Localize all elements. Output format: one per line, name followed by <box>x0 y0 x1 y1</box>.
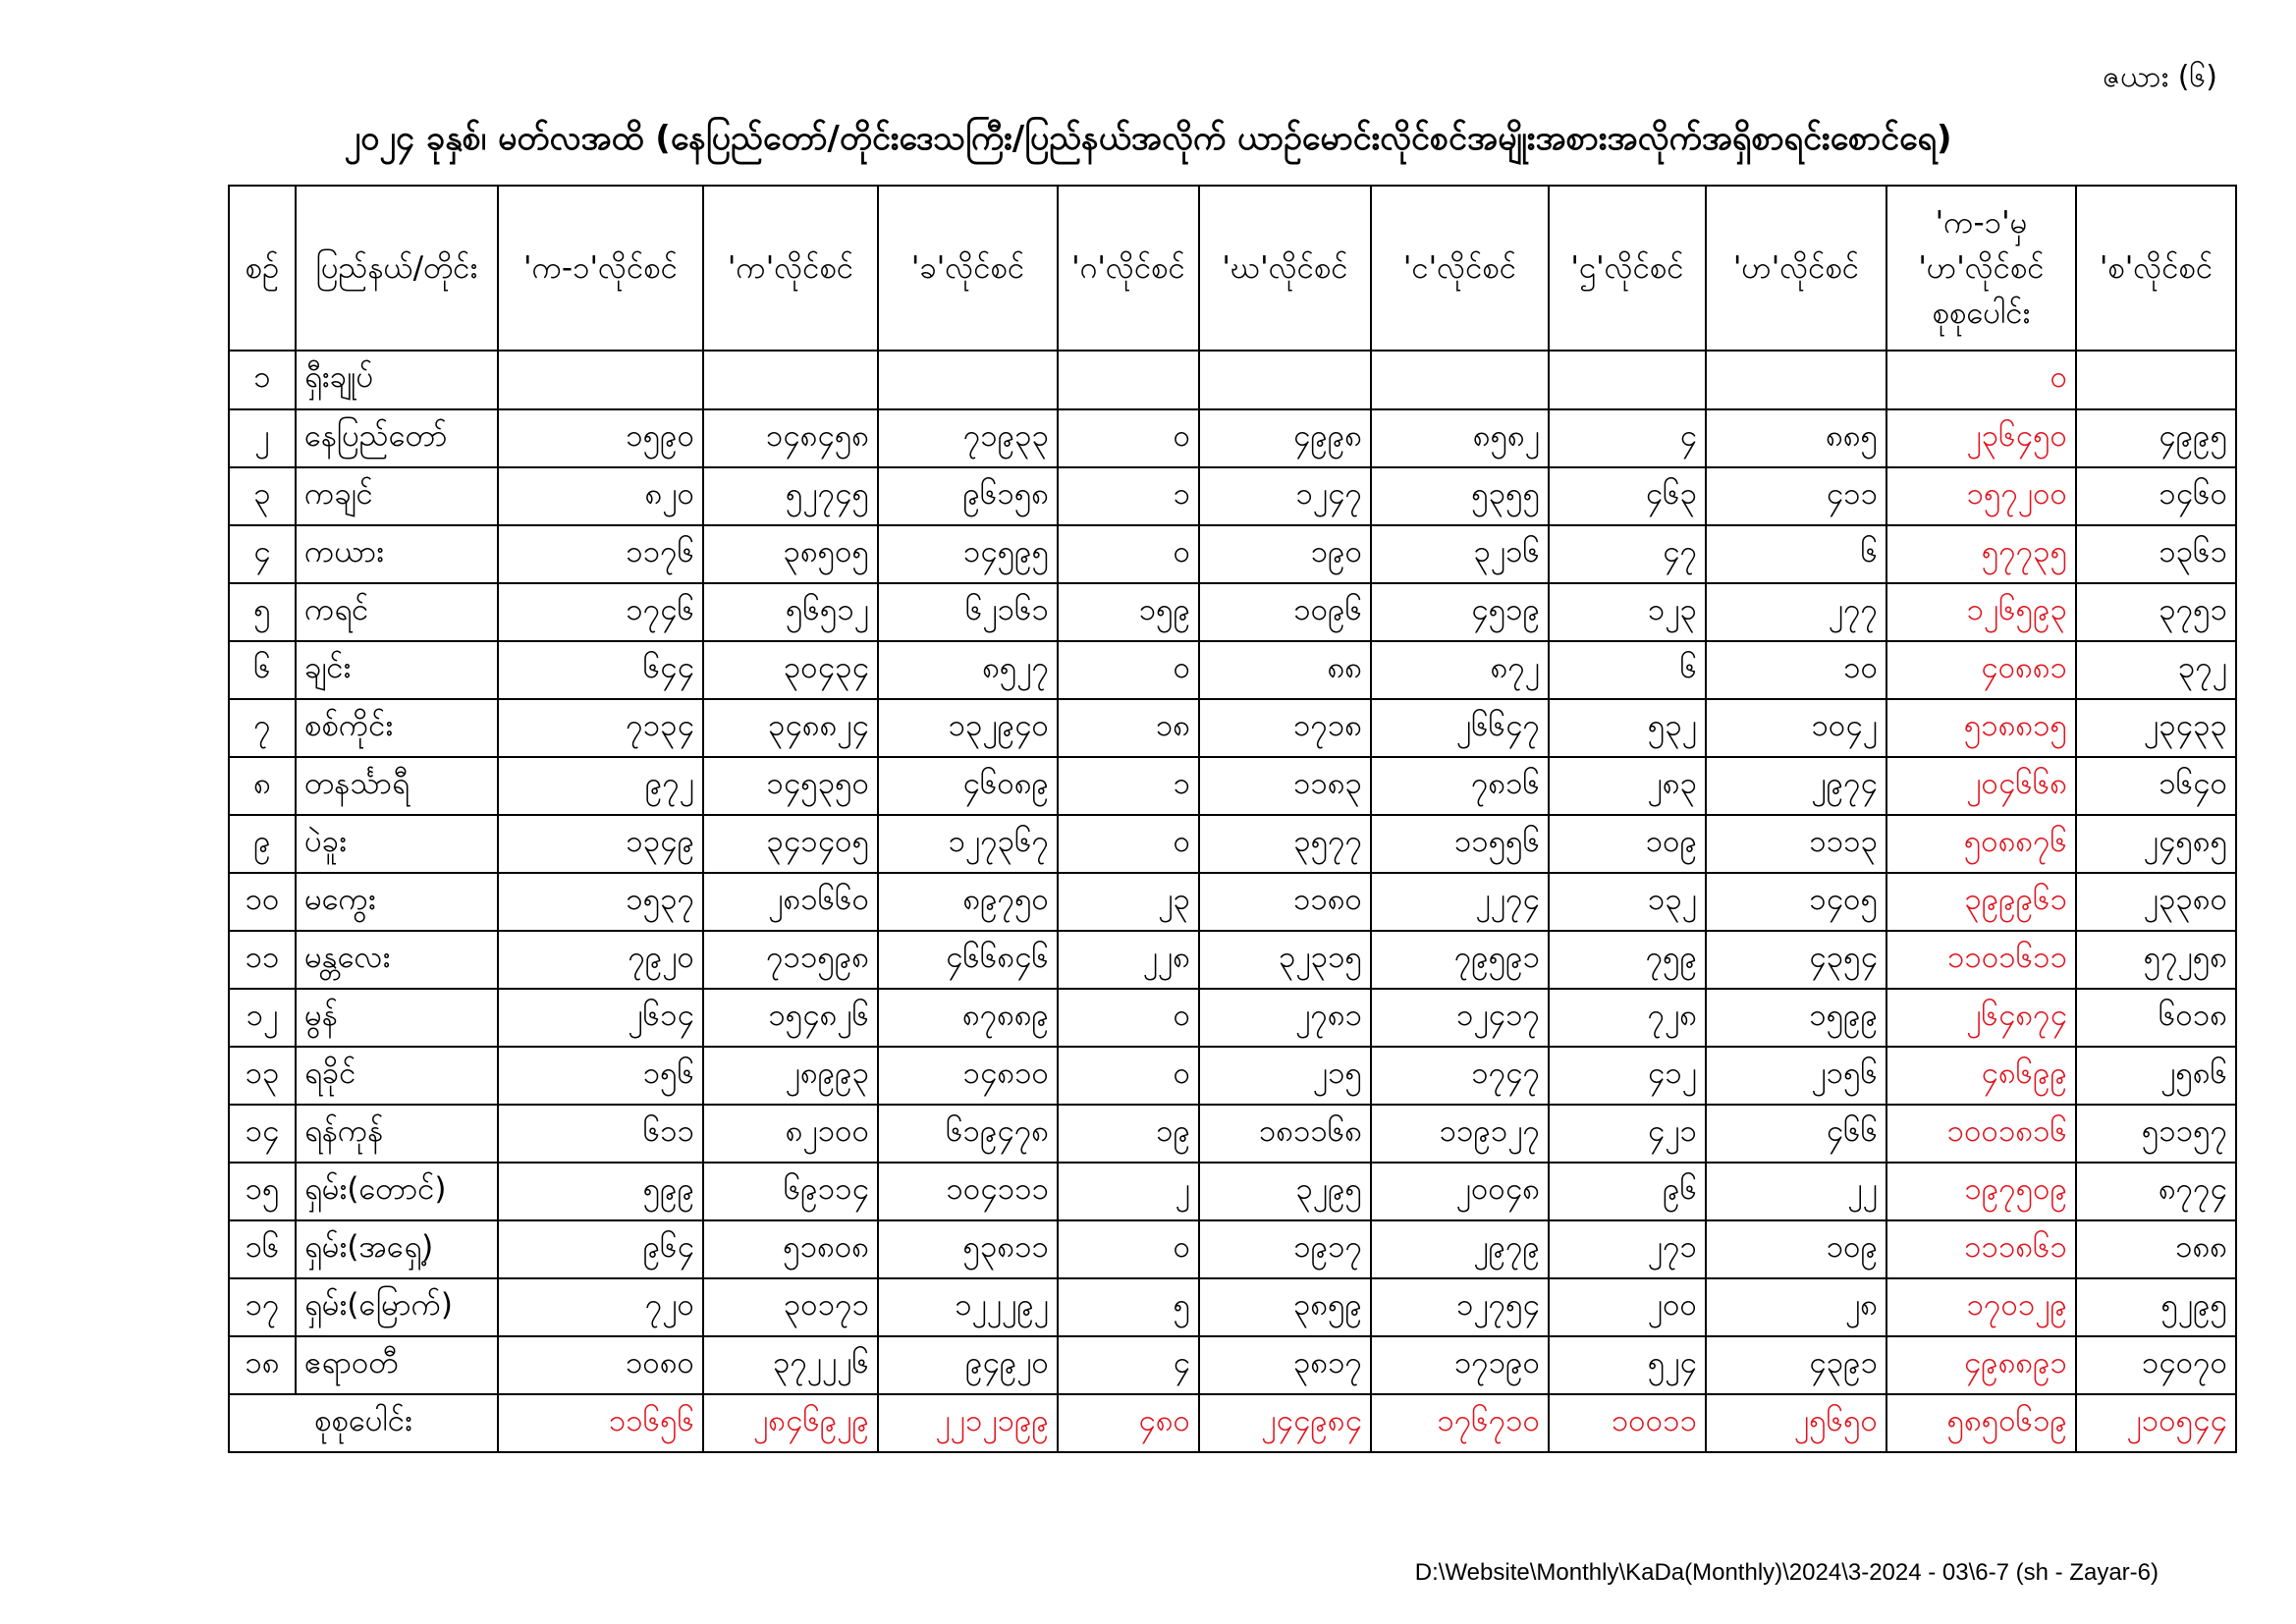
table-cell: ၁၂၄၁၇ <box>1371 989 1549 1047</box>
table-cell: ၂၅၈၆ <box>2076 1047 2236 1105</box>
row-total-cell: ၅၀၈၈၇၆ <box>1886 815 2076 873</box>
table-cell: ၂၃ <box>1058 873 1199 931</box>
table-cell: ၀ <box>1058 989 1199 1047</box>
table-row <box>229 409 2236 467</box>
table-cell: ၉၄၉၂၀ <box>878 1336 1058 1394</box>
table-cell: ၂၆၆၄၇ <box>1371 699 1549 757</box>
column-header-region: ပြည်နယ်/တိုင်း <box>296 186 498 351</box>
table-cell: ၀ <box>1058 1220 1199 1278</box>
total-cell: ၄၈၀ <box>1058 1394 1199 1452</box>
table-cell <box>1058 351 1199 409</box>
table-cell: ၃၀၄၃၄ <box>703 641 878 699</box>
total-cell: ၂၅၆၅၀ <box>1706 1394 1886 1452</box>
table-cell: ၁၄၀၇၀ <box>2076 1336 2236 1394</box>
table-cell: ၃၈၁၇ <box>1199 1336 1371 1394</box>
table-row <box>229 1336 2236 1394</box>
table-cell: ၇၂၈ <box>1549 989 1706 1047</box>
row-number: ၅ <box>229 583 296 641</box>
region-name: ရှမ်း(မြောက်) <box>296 1278 498 1336</box>
row-number: ၁၇ <box>229 1278 296 1336</box>
table-cell: ၂၃၃၈၀ <box>2076 873 2236 931</box>
total-row <box>229 1394 2236 1452</box>
total-cell: ၅၈၅၀၆၁၉ <box>1886 1394 2076 1452</box>
row-number: ၁၈ <box>229 1336 296 1394</box>
table-cell: ၈၉၇၅၀ <box>878 873 1058 931</box>
table-cell: ၄၆၆၈၄၆ <box>878 931 1058 989</box>
table-cell: ၆၀၁၈ <box>2076 989 2236 1047</box>
table-cell: ၅ <box>1058 1278 1199 1336</box>
table-row <box>229 525 2236 583</box>
table-cell: ၈၂၀ <box>498 467 703 525</box>
row-total-cell: ၀ <box>1886 351 2076 409</box>
table-cell: ၅၃၂ <box>1549 699 1706 757</box>
total-cell: ၁၁၆၅၆ <box>498 1394 703 1452</box>
row-total-cell: ၁၉၇၅၀၉ <box>1886 1163 2076 1220</box>
table-row <box>229 583 2236 641</box>
row-number: ၁၁ <box>229 931 296 989</box>
table-cell: ၅၃၈၁၁ <box>878 1220 1058 1278</box>
table-cell: ၃၄၁၄၀၅ <box>703 815 878 873</box>
table-cell: ၁၇၄၆ <box>498 583 703 641</box>
table-cell: ၁၀၄၁၁၁ <box>878 1163 1058 1220</box>
table-cell: ၂ <box>1058 1163 1199 1220</box>
table-cell: ၁၇၁၈ <box>1199 699 1371 757</box>
table-cell: ၃၀၁၇၁ <box>703 1278 878 1336</box>
column-header-gha: 'ဃ'လိုင်စင် <box>1199 186 1371 351</box>
row-total-cell: ၁၅၇၂၀၀ <box>1886 467 2076 525</box>
table-cell: ၉၇၂ <box>498 757 703 815</box>
row-total-cell: ၁၁၁၈၆၁ <box>1886 1220 2076 1278</box>
table-cell: ၁၉၁၇ <box>1199 1220 1371 1278</box>
table-cell: ၁၈၈ <box>2076 1220 2236 1278</box>
table-cell: ၀ <box>1058 525 1199 583</box>
table-cell: ၁၅၆ <box>498 1047 703 1105</box>
table-cell: ၆ <box>1549 641 1706 699</box>
table-row <box>229 699 2236 757</box>
table-cell: ၃၂၁၆ <box>1371 525 1549 583</box>
table-cell: ၇၁၉၃၃ <box>878 409 1058 467</box>
table-cell: ၁၅၉ <box>1058 583 1199 641</box>
table-row <box>229 815 2236 873</box>
license-table <box>228 185 2237 1453</box>
row-total-cell: ၁၀၀၁၈၁၆ <box>1886 1105 2076 1163</box>
region-name: ရှမ်း(တောင်) <box>296 1163 498 1220</box>
table-row <box>229 467 2236 525</box>
column-header-total: 'က-၁'မှ 'ဟ'လိုင်စင် စုစုပေါင်း <box>1886 186 2076 351</box>
total-cell: ၁၇၆၇၁၀ <box>1371 1394 1549 1452</box>
row-number: ၁၅ <box>229 1163 296 1220</box>
table-cell: ၂၈၁၆၆၀ <box>703 873 878 931</box>
table-cell: ၀ <box>1058 815 1199 873</box>
row-total-cell: ၁၁၀၁၆၁၁ <box>1886 931 2076 989</box>
table-cell: ၁၄၅၃၅၀ <box>703 757 878 815</box>
row-number: ၂ <box>229 409 296 467</box>
table-cell: ၂၀၀ <box>1549 1278 1706 1336</box>
region-name: ရခိုင် <box>296 1047 498 1105</box>
table-cell: ၅၁၁၅၇ <box>2076 1105 2236 1163</box>
table-cell: ၄၁၁ <box>1706 467 1886 525</box>
row-total-cell: ၂၃၆၄၅၀ <box>1886 409 2076 467</box>
region-name: မွန် <box>296 989 498 1047</box>
table-cell: ၁၂၇၃၆၇ <box>878 815 1058 873</box>
row-number: ၉ <box>229 815 296 873</box>
row-number: ၁ <box>229 351 296 409</box>
column-header-dda: 'ဌ'လိုင်စင် <box>1549 186 1706 351</box>
total-cell: ၂၁၀၅၄၄ <box>2076 1394 2236 1452</box>
table-cell: ၂၁၅ <box>1199 1047 1371 1105</box>
table-cell: ၈၂၁၀၀ <box>703 1105 878 1163</box>
table-cell: ၆၂၁၆၁ <box>878 583 1058 641</box>
table-cell: ၁၅၃၇ <box>498 873 703 931</box>
table-cell: ၆၉၁၁၄ <box>703 1163 878 1220</box>
table-cell: ၁၀၉ <box>1706 1220 1886 1278</box>
table-cell: ၇၉၂၀ <box>498 931 703 989</box>
table-cell: ၁၄၀၅ <box>1706 873 1886 931</box>
row-total-cell: ၂၆၄၈၇၄ <box>1886 989 2076 1047</box>
region-name: စစ်ကိုင်း <box>296 699 498 757</box>
page-title: ၂၀၂၄ ခုနှစ်၊ မတ်လအထိ (နေပြည်တော်/တိုင်းဒေသကြီး/ပြည်နယ်အလိုက် ယာဉ်မောင်းလိုင်စင်အမျိုးအစားအလိုက်အရှိစာရင်းစောင်ရေ) <box>344 119 1952 158</box>
column-header-nga: 'င'လိုင်စင် <box>1371 186 1549 351</box>
table-row <box>229 351 2236 409</box>
region-name: မန္တလေး <box>296 931 498 989</box>
table-cell: ၄၅၁၉ <box>1371 583 1549 641</box>
table-cell: ၈၈၅ <box>1706 409 1886 467</box>
table-cell: ၄၁၂ <box>1549 1047 1706 1105</box>
table-cell: ၁၂၇၅၄ <box>1371 1278 1549 1336</box>
row-number: ၇ <box>229 699 296 757</box>
table-cell: ၈၈ <box>1199 641 1371 699</box>
table-cell: ၆၁၁ <box>498 1105 703 1163</box>
table-cell: ၉၆ <box>1549 1163 1706 1220</box>
table-cell: ၅၉၉ <box>498 1163 703 1220</box>
region-name: ရန်ကုန် <box>296 1105 498 1163</box>
table-cell: ၁၈ <box>1058 699 1199 757</box>
row-number: ၃ <box>229 467 296 525</box>
table-row <box>229 1047 2236 1105</box>
table-cell: ၇၂၀ <box>498 1278 703 1336</box>
table-cell: ၁၃၂ <box>1549 873 1706 931</box>
table-cell: ၄၉၉၈ <box>1199 409 1371 467</box>
table-cell: ၂၃၄၃၃ <box>2076 699 2236 757</box>
table-cell: ၃၈၅၉ <box>1199 1278 1371 1336</box>
region-name: နေပြည်တော် <box>296 409 498 467</box>
region-name: ပဲခူး <box>296 815 498 873</box>
table-cell: ၁၁၇၆ <box>498 525 703 583</box>
table-cell: ၇၅၉ <box>1549 931 1706 989</box>
table-cell: ၁၁၉၁၂၇ <box>1371 1105 1549 1163</box>
table-cell: ၃၇၅၁ <box>2076 583 2236 641</box>
region-name: ကယား <box>296 525 498 583</box>
total-cell: ၂၈၄၆၉၂၉ <box>703 1394 878 1452</box>
table-cell: ၁၇၄၇ <box>1371 1047 1549 1105</box>
table-cell <box>498 351 703 409</box>
table-cell: ၈၇၈၈၉ <box>878 989 1058 1047</box>
table-cell: ၅၁၈၀၈ <box>703 1220 878 1278</box>
table-row <box>229 1220 2236 1278</box>
file-path-footer: D:\Website\Monthly\KaDa(Monthly)\2024\3-2024 - 03\6-7 (sh - Zayar-6) <box>1414 1559 2159 1586</box>
table-cell: ၁၁၁၃ <box>1706 815 1886 873</box>
table-cell: ၁၀၄၂ <box>1706 699 1886 757</box>
table-cell: ၁၅၉၀ <box>498 409 703 467</box>
table-cell: ၄၃၅၄ <box>1706 931 1886 989</box>
table-cell: ၆ <box>1706 525 1886 583</box>
table-cell: ၂၂၈ <box>1058 931 1199 989</box>
table-cell: ၆၁၉၄၇၈ <box>878 1105 1058 1163</box>
table-cell: ၂၉၇၉ <box>1371 1220 1549 1278</box>
row-total-cell: ၃၉၉၉၆၁ <box>1886 873 2076 931</box>
row-number: ၄ <box>229 525 296 583</box>
column-header-no: စဉ် <box>229 186 296 351</box>
region-name: တနင်္သာရီ <box>296 757 498 815</box>
table-cell: ၁၉၀ <box>1199 525 1371 583</box>
table-cell: ၁၁၈၀ <box>1199 873 1371 931</box>
table-cell: ၂၈၉၉၃ <box>703 1047 878 1105</box>
table-cell: ၁၁၈၃ <box>1199 757 1371 815</box>
table-cell: ၀ <box>1058 1047 1199 1105</box>
table-row <box>229 1163 2236 1220</box>
row-total-cell: ၄၀၈၈၁ <box>1886 641 2076 699</box>
table-cell: ၁၃၄၉ <box>498 815 703 873</box>
table-cell: ၃၂၉၅ <box>1199 1163 1371 1220</box>
table-cell: ၂၇၇ <box>1706 583 1886 641</box>
region-name: ရှီးချုပ် <box>296 351 498 409</box>
table-cell: ၁၁၅၅၆ <box>1371 815 1549 873</box>
table-row <box>229 1278 2236 1336</box>
table-cell: ၆၄၄ <box>498 641 703 699</box>
table-cell: ၄၉၉၅ <box>2076 409 2236 467</box>
row-number: ၈ <box>229 757 296 815</box>
region-name: ရှမ်း(အရှေ့) <box>296 1220 498 1278</box>
table-cell: ၃၅၇၇ <box>1199 815 1371 873</box>
table-cell <box>1371 351 1549 409</box>
table-cell: ၁၄၈၄၅၈ <box>703 409 878 467</box>
row-total-cell: ၄၉၈၈၉၁ <box>1886 1336 2076 1394</box>
row-total-cell: ၁၂၆၅၉၃ <box>1886 583 2076 641</box>
table-cell: ၂၁၅၆ <box>1706 1047 1886 1105</box>
table-cell: ၃၂၃၁၅ <box>1199 931 1371 989</box>
table-cell: ၂၈ <box>1706 1278 1886 1336</box>
table-cell: ၂၀၀၄၈ <box>1371 1163 1549 1220</box>
table-cell: ၂၄၅၈၅ <box>2076 815 2236 873</box>
column-header-sa: 'စ'လိုင်စင် <box>2076 186 2236 351</box>
row-number: ၁၀ <box>229 873 296 931</box>
table-cell: ၁၀၈၀ <box>498 1336 703 1394</box>
total-cell: ၂၂၁၂၁၉၉ <box>878 1394 1058 1452</box>
table-cell: ၁၂၃ <box>1549 583 1706 641</box>
table-cell: ၁၂၂၂၉၂ <box>878 1278 1058 1336</box>
column-header-ga: 'ဂ'လိုင်စင် <box>1058 186 1199 351</box>
table-cell: ၁၀ <box>1706 641 1886 699</box>
table-cell: ၈၅၈၂ <box>1371 409 1549 467</box>
table-cell <box>1706 351 1886 409</box>
total-cell: ၁၀၀၁၁ <box>1549 1394 1706 1452</box>
table-cell: ၈၅၂၇ <box>878 641 1058 699</box>
table-cell: ၂၆၁၄ <box>498 989 703 1047</box>
table-cell: ၁၈၁၁၆၈ <box>1199 1105 1371 1163</box>
table-cell: ၀ <box>1058 409 1199 467</box>
region-name: မကွေး <box>296 873 498 931</box>
table-cell: ၁၂၄၇ <box>1199 467 1371 525</box>
table-cell: ၁၄၅၉၅ <box>878 525 1058 583</box>
row-total-cell: ၂၀၄၆၆၈ <box>1886 757 2076 815</box>
table-cell: ၇၈၁၆ <box>1371 757 1549 815</box>
table-cell <box>1199 351 1371 409</box>
table-cell: ၃၄၈၈၂၄ <box>703 699 878 757</box>
column-header-kha: 'ခ'လိုင်စင် <box>878 186 1058 351</box>
table-cell <box>878 351 1058 409</box>
column-header-ka1: 'က-၁'လိုင်စင် <box>498 186 703 351</box>
table-cell: ၁၀၉၆ <box>1199 583 1371 641</box>
table-cell: ၁ <box>1058 467 1199 525</box>
column-header-ka: 'က'လိုင်စင် <box>703 186 878 351</box>
table-cell: ၅၇၂၅၈ <box>2076 931 2236 989</box>
table-cell: ၄၆၆ <box>1706 1105 1886 1163</box>
row-number: ၁၄ <box>229 1105 296 1163</box>
table-row <box>229 873 2236 931</box>
row-number: ၁၃ <box>229 1047 296 1105</box>
table-cell: ၁၄၆၀ <box>2076 467 2236 525</box>
table-cell: ၂၇၈၁ <box>1199 989 1371 1047</box>
table-cell: ၄၂၁ <box>1549 1105 1706 1163</box>
table-cell: ၁၅၄၈၂၆ <box>703 989 878 1047</box>
table-cell: ၁၄၈၁၀ <box>878 1047 1058 1105</box>
table-cell <box>1549 351 1706 409</box>
total-cell: ၂၄၄၉၈၄ <box>1199 1394 1371 1452</box>
table-cell: ၇၁၃၄ <box>498 699 703 757</box>
row-number: ၁၆ <box>229 1220 296 1278</box>
row-total-cell: ၅၇၇၃၅ <box>1886 525 2076 583</box>
table-cell: ၂၈၃ <box>1549 757 1706 815</box>
table-cell: ၂၇၁ <box>1549 1220 1706 1278</box>
table-body <box>229 351 2236 1394</box>
table-cell: ၃၈၅၀၅ <box>703 525 878 583</box>
table-cell: ၈၇၇၄ <box>2076 1163 2236 1220</box>
table-cell: ၃၇၂၂၂၆ <box>703 1336 878 1394</box>
row-total-cell: ၅၁၈၈၁၅ <box>1886 699 2076 757</box>
row-number: ၆ <box>229 641 296 699</box>
table-row <box>229 931 2236 989</box>
table-cell: ၄ <box>1058 1336 1199 1394</box>
table-cell: ၅၂၇၄၅ <box>703 467 878 525</box>
region-name: ဧရာဝတီ <box>296 1336 498 1394</box>
table-cell: ၁၉ <box>1058 1105 1199 1163</box>
table-cell: ၄၃၉၁ <box>1706 1336 1886 1394</box>
table-cell: ၁၃၆၁ <box>2076 525 2236 583</box>
region-name: ကချင် <box>296 467 498 525</box>
table-cell <box>703 351 878 409</box>
table-cell: ၅၂၉၅ <box>2076 1278 2236 1336</box>
table-cell: ၄၆၃ <box>1549 467 1706 525</box>
header-row <box>229 186 2236 351</box>
table-row <box>229 989 2236 1047</box>
table-cell: ၅၃၅၅ <box>1371 467 1549 525</box>
table-row <box>229 757 2236 815</box>
table-cell: ၁၆၄၀ <box>2076 757 2236 815</box>
total-label: စုစုပေါင်း <box>229 1394 498 1452</box>
page-label: ဇယား (၆) <box>2103 60 2217 94</box>
table-cell: ၄၆၀၈၉ <box>878 757 1058 815</box>
table-cell: ၄ <box>1549 409 1706 467</box>
region-name: ချင်း <box>296 641 498 699</box>
table-cell: ၁၇၁၉၀ <box>1371 1336 1549 1394</box>
row-total-cell: ၁၇၀၁၂၉ <box>1886 1278 2076 1336</box>
table-cell: ၃၇၂ <box>2076 641 2236 699</box>
table-cell: ၈၇၂ <box>1371 641 1549 699</box>
table-cell: ၁ <box>1058 757 1199 815</box>
row-number: ၁၂ <box>229 989 296 1047</box>
row-total-cell: ၄၈၆၉၉ <box>1886 1047 2076 1105</box>
table-cell: ၀ <box>1058 641 1199 699</box>
table-cell: ၂၉၇၄ <box>1706 757 1886 815</box>
table-cell: ၉၆၄ <box>498 1220 703 1278</box>
table-row <box>229 1105 2236 1163</box>
column-header-ha: 'ဟ'လိုင်စင် <box>1706 186 1886 351</box>
table-cell: ၇၉၅၉၁ <box>1371 931 1549 989</box>
table-cell: ၇၁၁၅၉၈ <box>703 931 878 989</box>
table-cell: ၁၃၂၉၄၀ <box>878 699 1058 757</box>
table-cell: ၅၆၅၁၂ <box>703 583 878 641</box>
table-cell: ၂၂၇၄ <box>1371 873 1549 931</box>
table-row <box>229 641 2236 699</box>
table-cell: ၁၅၉၉ <box>1706 989 1886 1047</box>
region-name: ကရင် <box>296 583 498 641</box>
table-cell <box>2076 351 2236 409</box>
table-cell: ၄၇ <box>1549 525 1706 583</box>
table-cell: ၂၂ <box>1706 1163 1886 1220</box>
table-cell: ၁၀၉ <box>1549 815 1706 873</box>
table-cell: ၉၆၁၅၈ <box>878 467 1058 525</box>
table-cell: ၅၂၄ <box>1549 1336 1706 1394</box>
